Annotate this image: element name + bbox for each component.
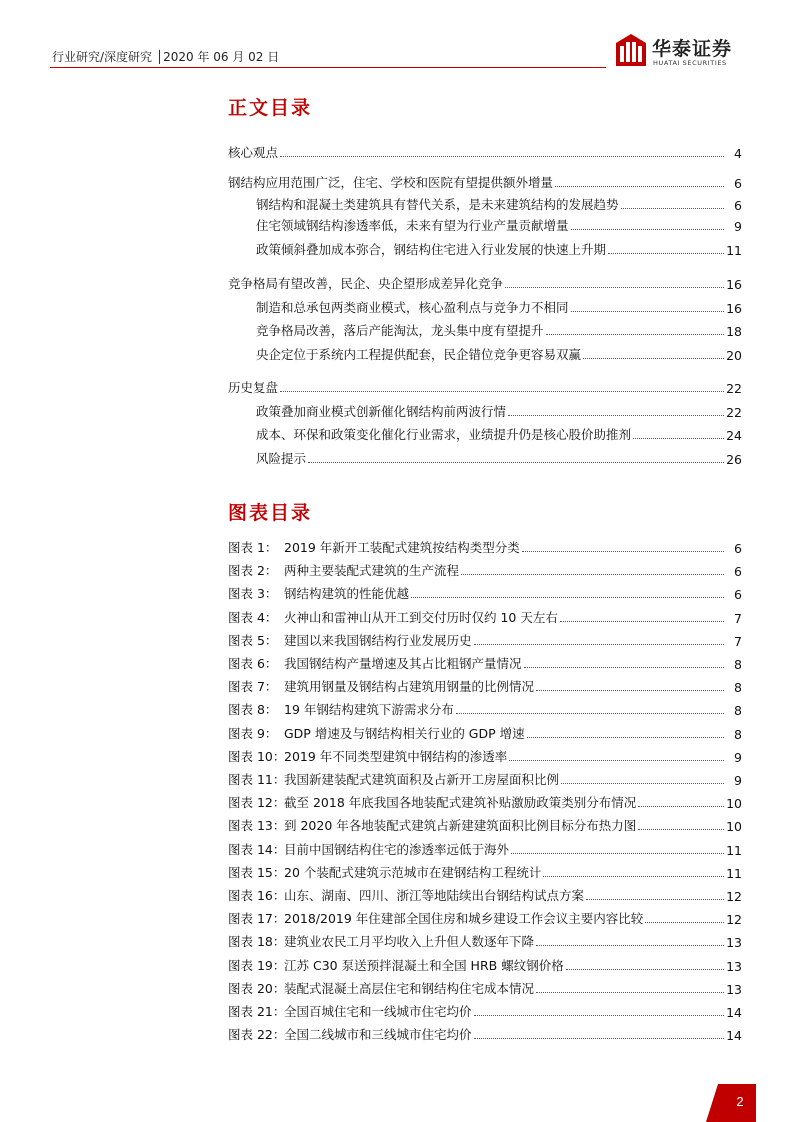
figure-leader-dots <box>536 945 724 946</box>
toc-entry-section[interactable] <box>256 214 742 234</box>
huatai-logo-icon <box>616 34 646 66</box>
toc-leader-dots <box>608 253 724 254</box>
toc-entry-chapter[interactable] <box>228 272 742 292</box>
figure-entry[interactable] <box>228 954 742 974</box>
figure-entry-number: 图表 12： <box>228 795 286 811</box>
toc-entry-page: 20 <box>726 348 742 363</box>
toc-leader-dots <box>621 208 724 209</box>
toc-entry-label: 钢结构应用范围广泛，住宅、学校和医院有望提供额外增量 <box>228 175 554 190</box>
figure-entry-page: 10 <box>726 796 742 812</box>
figure-entry-page: 7 <box>734 610 742 626</box>
figure-entry[interactable] <box>228 745 742 765</box>
figure-entry-page: 14 <box>726 1005 742 1020</box>
figure-entry[interactable] <box>228 675 742 695</box>
figure-entry-number: 图表 17： <box>228 911 286 927</box>
figure-entry-label: 江苏 C30 泵送预拌混凝土和全国 HRB 螺纹钢价格 <box>284 957 564 973</box>
figure-entry-page: 13 <box>726 935 742 951</box>
figure-leader-dots <box>474 1038 724 1039</box>
toc-entry-label: 竞争格局有望改善，民企、央企望形成差异化竞争 <box>228 276 504 291</box>
figure-entry-label: 我国钢结构产量增速及其占比粗钢产量情况 <box>284 656 522 671</box>
figures-title: 图表目录 <box>228 502 313 524</box>
toc-leader-dots <box>633 438 724 439</box>
figure-entry[interactable] <box>228 907 742 927</box>
toc-entry-label: 制造和总承包两类商业模式，核心盈利点与竞争力不相同 <box>256 300 569 315</box>
toc-entry-label: 风险提示 <box>256 451 307 466</box>
figure-entry-label: 全国百城住宅和一线城市住宅均价 <box>284 1004 472 1019</box>
page-number: 2 <box>736 1094 744 1109</box>
figure-entry[interactable] <box>228 861 742 881</box>
figure-entry-number: 图表 4： <box>228 609 278 625</box>
figure-entry-number: 图表 7： <box>228 679 278 695</box>
logo-english-name: HUATAI SECURITIES <box>653 59 727 67</box>
figure-entry-number: 图表 13： <box>228 818 286 834</box>
figure-entry-label: 两种主要装配式建筑的生产流程 <box>284 563 460 579</box>
toc-entry-page: 22 <box>726 405 742 420</box>
figure-entry-page: 6 <box>734 541 742 556</box>
figure-entry-label: 目前中国钢结构住宅的渗透率远低于海外 <box>284 841 510 857</box>
figure-entry-label: 2019 年不同类型建筑中钢结构的渗透率 <box>284 748 508 764</box>
figure-leader-dots <box>474 644 724 645</box>
figure-entry-label: 建筑用钢量及钢结构占建筑用钢量的比例情况 <box>284 679 535 695</box>
figure-entry[interactable] <box>228 814 742 834</box>
toc-entry-label: 竞争格局改善，落后产能淘汰，龙头集中度有望提升 <box>256 323 544 338</box>
figure-entry-page: 13 <box>726 981 742 997</box>
toc-leader-dots <box>555 186 724 187</box>
page-number-badge <box>706 1084 756 1122</box>
figure-entry-number: 图表 19： <box>228 957 286 973</box>
figure-entry-page: 9 <box>734 773 742 788</box>
toc-leader-dots <box>546 334 724 335</box>
figure-entry-label: 建国以来我国钢结构行业发展历史 <box>284 632 472 648</box>
figure-entry[interactable] <box>228 652 742 672</box>
figure-entry-number: 图表 3： <box>228 586 278 602</box>
figure-leader-dots <box>543 876 724 877</box>
toc-entry-page: 6 <box>734 198 742 213</box>
figure-entry[interactable] <box>228 884 742 904</box>
figure-entry-label: 2019 年新开工装配式建筑按结构类型分类 <box>284 540 520 555</box>
figure-leader-dots <box>645 922 724 923</box>
toc-entry-section[interactable] <box>256 400 742 420</box>
figure-entry-label: 装配式混凝土高层住宅和钢结构住宅成本情况 <box>284 980 535 996</box>
figure-entry-number: 图表 10： <box>228 748 286 764</box>
figure-entry[interactable] <box>228 536 742 556</box>
figure-leader-dots <box>456 713 724 714</box>
figure-entry-number: 图表 5： <box>228 632 278 648</box>
toc-leader-dots <box>571 311 724 312</box>
toc-leader-dots <box>508 415 724 416</box>
figure-entry-label: 山东、湖南、四川、浙江等地陆续出台钢结构试点方案 <box>284 888 585 903</box>
figure-entry-page: 12 <box>726 912 742 928</box>
figure-entry-page: 8 <box>734 680 742 696</box>
figure-entry[interactable] <box>228 559 742 579</box>
toc-entry-page: 9 <box>734 219 742 234</box>
logo-chinese-name: 华泰证券 <box>652 38 733 60</box>
figure-entry[interactable] <box>228 838 742 858</box>
toc-entry-section[interactable] <box>256 238 742 258</box>
figure-entry[interactable] <box>228 582 742 602</box>
figure-leader-dots <box>527 737 724 738</box>
figure-entry-number: 图表 8： <box>228 702 278 718</box>
toc-entry-section[interactable] <box>256 296 742 316</box>
toc-entry-label: 央企定位于系统内工程提供配套，民企错位竞争更容易双赢 <box>256 347 582 362</box>
figure-leader-dots <box>524 667 724 668</box>
figure-entry[interactable] <box>228 722 742 742</box>
figure-entry-number: 图表 2： <box>228 563 278 579</box>
figure-entry-label: 火神山和雷神山从开工到交付历时仅约 10 天左右 <box>284 609 558 625</box>
figure-entry-page: 7 <box>734 633 742 649</box>
toc-entry-section[interactable] <box>256 319 742 339</box>
figure-entry-number: 图表 16： <box>228 888 286 903</box>
figure-leader-dots <box>560 621 724 622</box>
figure-entry-label: 我国新建装配式建筑面积及占新开工房屋面积比例 <box>284 772 560 787</box>
toc-entry-page: 22 <box>726 381 742 396</box>
toc-entry-label: 钢结构和混凝土类建筑具有替代关系，是未来建筑结构的发展趋势 <box>256 197 619 212</box>
figure-entry-label: GDP 增速及与钢结构相关行业的 GDP 增速 <box>284 725 525 741</box>
figure-entry-number: 图表 22： <box>228 1027 286 1043</box>
figure-entry-number: 图表 15： <box>228 864 286 880</box>
figure-leader-dots <box>561 783 724 784</box>
figure-entry-label: 建筑业农民工月平均收入上升但人数逐年下降 <box>284 934 535 950</box>
toc-entry-page: 16 <box>726 277 742 292</box>
figure-entry-label: 到 2020 年各地装配式建筑占新建建筑面积比例目标分布热力图 <box>284 818 637 834</box>
figure-entry[interactable] <box>228 1000 742 1020</box>
toc-entry-page: 6 <box>734 176 742 191</box>
toc-entry-section[interactable] <box>256 343 742 363</box>
figure-entry-label: 19 年钢结构建筑下游需求分布 <box>284 702 454 718</box>
figure-leader-dots <box>511 853 724 854</box>
toc-leader-dots <box>280 391 724 392</box>
huatai-logo <box>616 34 751 70</box>
toc-leader-dots <box>280 156 724 157</box>
figure-entry-page: 11 <box>726 842 742 858</box>
toc-leader-dots <box>308 462 724 463</box>
figure-entry-page: 6 <box>734 564 742 580</box>
figure-entry-page: 8 <box>734 657 742 672</box>
toc-entry-label: 历史复盘 <box>228 380 279 395</box>
toc-entry-chapter[interactable] <box>228 171 742 191</box>
figure-entry[interactable] <box>228 698 742 718</box>
figure-entry-number: 图表 11： <box>228 772 286 787</box>
figure-entry-page: 8 <box>734 726 742 742</box>
toc-entry-chapter[interactable] <box>228 376 742 396</box>
figure-entry[interactable] <box>228 768 742 788</box>
figure-entry-label: 2018/2019 年住建部全国住房和城乡建设工作会议主要内容比较 <box>284 911 644 927</box>
toc-entry-label: 核心观点 <box>228 145 279 160</box>
toc-entry-label: 成本、环保和政策变化催化行业需求，业绩提升仍是核心股价助推剂 <box>256 427 632 442</box>
figure-leader-dots <box>586 899 724 900</box>
figure-entry-number: 图表 18： <box>228 934 286 950</box>
figure-entry-label: 截至 2018 年底我国各地装配式建筑补贴激励政策类别分布情况 <box>284 795 637 811</box>
figure-entry[interactable] <box>228 1023 742 1043</box>
figure-entry-number: 图表 1： <box>228 540 278 555</box>
figure-leader-dots <box>522 551 724 552</box>
figure-leader-dots <box>509 760 724 761</box>
figure-entry-page: 9 <box>734 749 742 765</box>
toc-entry-page: 16 <box>726 301 742 316</box>
figure-entry-label: 钢结构建筑的性能优越 <box>284 586 410 602</box>
toc-entry-section[interactable] <box>256 447 742 467</box>
figure-entry-page: 12 <box>726 889 742 904</box>
toc-leader-dots <box>571 229 724 230</box>
figure-entry-number: 图表 20： <box>228 980 286 996</box>
figure-entry[interactable] <box>228 606 742 626</box>
toc-entry-page: 4 <box>734 146 742 161</box>
figure-entry-page: 14 <box>726 1028 742 1044</box>
toc-leader-dots <box>505 287 724 288</box>
figure-entry[interactable] <box>228 930 742 950</box>
toc-leader-dots <box>583 358 724 359</box>
figure-leader-dots <box>638 806 724 807</box>
figure-entry-label: 20 个装配式建筑示范城市在建钢结构工程统计 <box>284 864 542 880</box>
toc-entry-chapter[interactable] <box>228 141 742 161</box>
figure-leader-dots <box>474 1015 724 1016</box>
figure-entry-page: 10 <box>726 819 742 835</box>
report-type-date: 行业研究/深度研究 │2020 年 06 月 02 日 <box>52 50 280 64</box>
toc-entry-page: 18 <box>726 324 742 339</box>
figure-entry-page: 13 <box>726 958 742 974</box>
figure-entry-label: 全国二线城市和三线城市住宅均价 <box>284 1027 472 1043</box>
figure-entry-page: 11 <box>726 865 742 881</box>
figure-leader-dots <box>536 992 724 993</box>
figure-leader-dots <box>536 690 724 691</box>
figure-entry-number: 图表 21： <box>228 1004 286 1019</box>
toc-entry-section[interactable] <box>256 423 742 443</box>
figure-entry[interactable] <box>228 977 742 997</box>
toc-entry-label: 政策倾斜叠加成本弥合，钢结构住宅进入行业发展的快速上升期 <box>256 242 607 257</box>
toc-entry-section[interactable] <box>256 193 742 213</box>
figure-leader-dots <box>638 829 724 830</box>
figure-entry-number: 图表 14： <box>228 841 286 857</box>
figure-entry-page: 8 <box>734 703 742 719</box>
figure-entry-number: 图表 6： <box>228 656 278 671</box>
toc-entry-page: 24 <box>726 428 742 443</box>
figure-entry[interactable] <box>228 629 742 649</box>
figure-entry-page: 6 <box>734 587 742 603</box>
figure-leader-dots <box>411 597 724 598</box>
header-divider <box>50 67 606 68</box>
figure-entry[interactable] <box>228 791 742 811</box>
toc-entry-page: 11 <box>726 243 742 258</box>
toc-entry-page: 26 <box>726 452 742 467</box>
toc-entry-label: 政策叠加商业模式创新催化钢结构前两波行情 <box>256 404 507 419</box>
toc-entry-label: 住宅领域钢结构渗透率低，未来有望为行业产量贡献增量 <box>256 218 569 233</box>
figure-entry-number: 图表 9： <box>228 725 278 741</box>
figure-leader-dots <box>461 574 724 575</box>
figure-leader-dots <box>566 969 724 970</box>
toc-title: 正文目录 <box>228 97 313 119</box>
